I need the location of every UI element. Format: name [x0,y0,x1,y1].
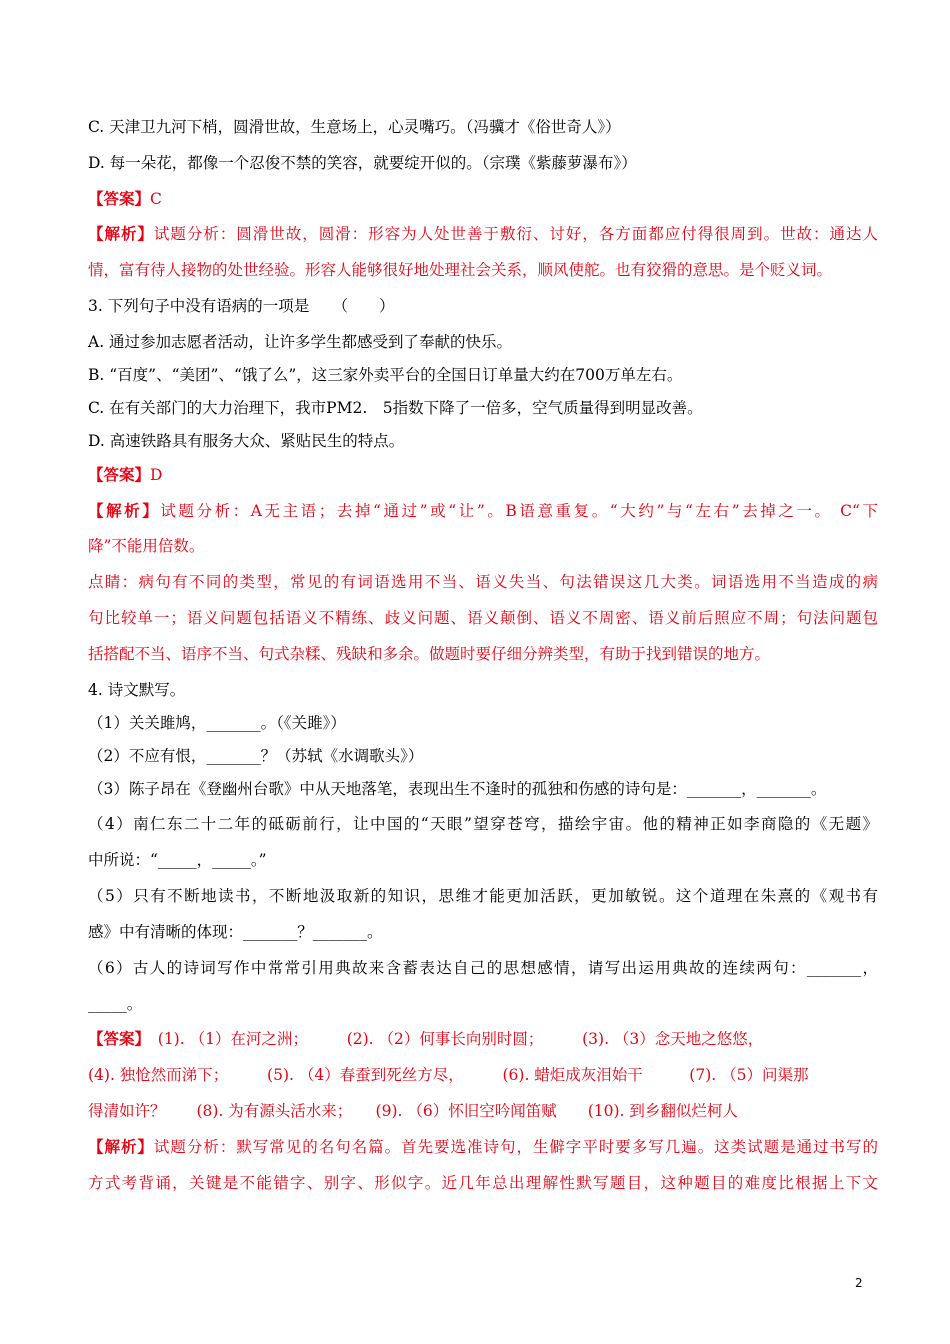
analysis-3-line1 [88,500,878,522]
question-4-item-4-line1: （4）南仁东二十二年的砥砺前行，让中国的“天眼”望穿苍穹，描绘宇宙。他的精神正如李商隐的《无题》 [88,815,878,833]
option-d-line: D. 每一朵花，都像一个忍俊不禁的笑容，就要绽开似的。（宗璞《紫藤萝瀑布》） [88,154,637,172]
question-4-item-6-line2: _____。 [88,995,143,1013]
answer-tag: 【答案】 [88,465,151,484]
analysis-text: 试题分析：默写常见的名句名篇。首先要选准诗句，生僻字平时要多写几遍。这类试题是通过书写的 [153,1138,878,1156]
option-c-line: C. 天津卫九河下梢，圆滑世故，生意场上，心灵嘴巧。（冯骥才《俗世奇人》） [88,118,621,136]
tip-line2: 句比较单一；语义问题包括语义不精练、歧义问题、语义颠倒、语义不周密、语义前后照应不周；句法问题包 [88,609,878,627]
question-4-item-3: （3）陈子昂在《登幽州台歌》中从天地落笔，表现出生不逢时的孤独和伤感的诗句是：_______，_______。 [88,780,827,798]
analysis-tag: 【解析】 [88,224,154,243]
answer-2 [88,188,878,210]
question-4-item-4-line2: 中所说：“_____，_____。” [88,851,267,869]
question-4: 4. 诗文默写。 [88,681,186,699]
question-3: 3. 下列句子中没有语病的一项是 （ ） [88,297,395,315]
question-3-option-c: C. 在有关部门的大力治理下，我市PM2. 5指数下降了一倍多，空气质量得到明显改善。 [88,399,703,417]
question-3-option-b: B. “百度”、“美团”、“饿了么”，这三家外卖平台的全国日订单量大约在700万单左右。 [88,366,683,384]
answer-tag: 【答案】 [88,189,151,208]
answer-value: D [150,466,163,484]
analysis-2-line1 [88,223,878,245]
question-4-item-6-line1: （6）古人的诗词写作中常常引用典故来含蓄表达自己的思想感情，请写出运用典故的连续两句：_______， [88,959,878,977]
analysis-4-line1 [88,1136,878,1158]
question-4-item-5-line1: （5）只有不断地读书，不断地汲取新的知识，思维才能更加活跃，更加敏锐。这个道理在朱熹的《观书有 [88,887,878,905]
analysis-4-line2: 方式考背诵，关键是不能错字、别字、形似字。近几年总出理解性默写题目，这种题目的难度比根据上下文 [88,1174,878,1192]
analysis-tag: 【解析】 [88,1137,154,1156]
answer-3 [88,464,878,486]
tip-line1: 点睛：病句有不同的类型，常见的有词语选用不当、语义失当、句法错误这几大类。词语选用不当造成的病 [88,573,878,591]
answer-4-line2: (4). 独怆然而涕下； (5). （4）春蚕到死丝方尽， (6). 蜡炬成灰泪始干 (7). （5）问渠那 [88,1066,809,1084]
answer-value: (1). （1）在河之洲； (2). （2）何事长向别时圆； (3). （3）念天地之悠悠， [142,1030,764,1048]
analysis-3-line2: 降”不能用倍数。 [88,537,205,555]
tip-line3: 括搭配不当、语序不当、句式杂糅、残缺和多余。做题时要仔细分辨类型，有助于找到错误的地方。 [88,645,771,663]
question-3-option-a: A. 通过参加志愿者活动，让许多学生都感受到了奉献的快乐。 [88,333,513,351]
answer-4-line3: 得清如许？ (8). 为有源头活水来； (9). （6）怀旧空吟闻笛赋 (10). 到乡翻似烂柯人 [88,1102,738,1120]
question-4-item-2: （2）不应有恨，_______？（苏轼《水调歌头》） [88,747,424,765]
answer-value: C [150,190,162,208]
page-number: 2 [855,1276,863,1290]
analysis-text: 试题分析：A无主语；去掉“通过”或“让”。B语意重复。“大约”与“左右”去掉之一。 C“下 [160,502,878,520]
question-3-option-d: D. 高速铁路具有服务大众、紧贴民生的特点。 [88,432,405,450]
analysis-2-line2: 情，富有待人接物的处世经验。形容人能够很好地处理社会关系，顺风使舵。也有狡猾的意思。是个贬义词。 [88,261,833,279]
answer-4-line1 [88,1028,878,1050]
question-4-item-1: （1）关关雎鸠，_______。（《关雎》） [88,714,346,732]
answer-tag: 【答案】 [88,1029,143,1048]
question-4-item-5-line2: 感》中有清晰的体现：_______？_______。 [88,923,383,941]
analysis-tag: 【解析】 [88,501,161,520]
analysis-text: 试题分析：圆滑世故，圆滑：形容为人处世善于敷衍、讨好，各方面都应付得很周到。世故：通达人 [153,225,878,243]
